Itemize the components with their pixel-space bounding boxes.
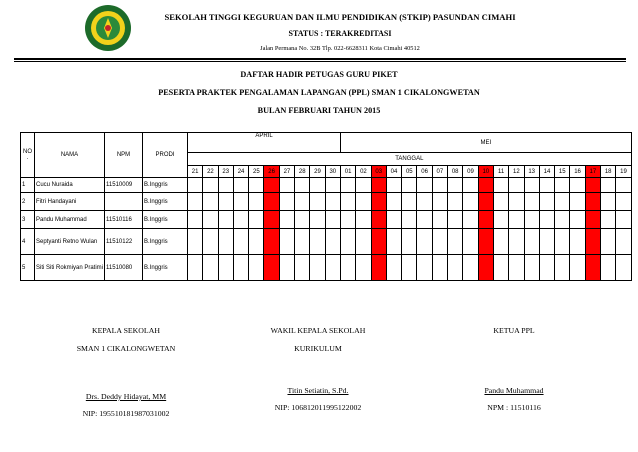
attendance-cell[interactable] [555,193,570,211]
attendance-cell[interactable] [340,178,355,193]
attendance-cell[interactable] [478,193,493,211]
date-header: 15 [555,166,570,178]
attendance-cell[interactable] [432,229,447,255]
attendance-cell[interactable] [585,211,600,229]
attendance-cell[interactable] [448,193,463,211]
attendance-cell[interactable] [310,255,325,281]
attendance-cell[interactable] [279,211,294,229]
attendance-cell[interactable] [463,255,478,281]
attendance-cell[interactable] [279,193,294,211]
accreditation-status: STATUS : TERAKREDITASI [288,29,392,38]
table-row [21,211,632,229]
date-header: 28 [295,166,310,178]
attendance-cell[interactable] [325,178,340,193]
attendance-cell[interactable] [402,211,417,229]
attendance-cell[interactable] [555,211,570,229]
attendance-cell[interactable] [371,211,386,229]
attendance-cell[interactable] [295,178,310,193]
attendance-cell[interactable] [524,178,539,193]
attendance-cell[interactable] [356,255,371,281]
attendance-cell[interactable] [616,193,631,211]
attendance-cell[interactable] [601,211,616,229]
attendance-cell[interactable] [509,229,524,255]
attendance-cell[interactable] [402,229,417,255]
attendance-table [20,132,632,281]
date-header: 10 [478,166,493,178]
cell-prodi: B.Inggris [143,178,188,193]
attendance-cell[interactable] [203,193,218,211]
table-row [21,229,632,255]
attendance-cell[interactable] [601,229,616,255]
month-april: APRIL [188,133,341,153]
attendance-cell[interactable] [463,211,478,229]
attendance-cell[interactable] [417,193,432,211]
col-npm-header: NPM [105,133,143,178]
attendance-cell[interactable] [218,255,233,281]
wakil-name: Titin Setiatin, S.Pd. [287,386,349,395]
date-header: 24 [233,166,248,178]
cell-no: 2 [21,193,35,211]
attendance-cell[interactable] [188,229,203,255]
attendance-cell[interactable] [218,211,233,229]
attendance-cell[interactable] [386,193,401,211]
date-header: 05 [402,166,417,178]
attendance-cell[interactable] [249,211,264,229]
date-header: 17 [585,166,600,178]
cell-npm: 11510080 [105,255,143,281]
cell-nama: Pandu Muhammad [35,211,105,229]
attendance-cell[interactable] [448,211,463,229]
attendance-cell[interactable] [188,193,203,211]
attendance-cell[interactable] [249,178,264,193]
attendance-cell[interactable] [310,178,325,193]
attendance-cell[interactable] [570,255,585,281]
attendance-cell[interactable] [555,178,570,193]
date-header: 29 [310,166,325,178]
attendance-cell[interactable] [509,178,524,193]
attendance-cell[interactable] [524,211,539,229]
attendance-cell[interactable] [295,193,310,211]
attendance-cell[interactable] [310,193,325,211]
attendance-cell[interactable] [233,229,248,255]
attendance-cell[interactable] [295,229,310,255]
attendance-cell[interactable] [585,178,600,193]
attendance-cell[interactable] [402,193,417,211]
attendance-cell[interactable] [386,178,401,193]
kepala-title: KEPALA SEKOLAH [92,326,160,335]
attendance-cell[interactable] [585,255,600,281]
cell-prodi: B.Inggris [143,211,188,229]
attendance-cell[interactable] [432,255,447,281]
attendance-cell[interactable] [509,255,524,281]
attendance-cell[interactable] [524,193,539,211]
attendance-cell[interactable] [188,178,203,193]
attendance-cell[interactable] [493,255,508,281]
attendance-cell[interactable] [493,193,508,211]
attendance-cell[interactable] [218,193,233,211]
attendance-cell[interactable] [310,229,325,255]
attendance-cell[interactable] [539,178,554,193]
attendance-cell[interactable] [539,229,554,255]
attendance-cell[interactable] [417,178,432,193]
date-header: 04 [386,166,401,178]
document-title: DAFTAR HADIR PETUGAS GURU PIKET [240,70,398,79]
cell-prodi: B.Inggris [143,193,188,211]
kepala-nip: NIP: 195510181987031002 [82,409,170,418]
stkip-logo [84,4,132,52]
col-prodi-header: PRODI [143,133,188,178]
cell-nama: Septyanti Retno Wulan [35,229,105,255]
date-header: 01 [340,166,355,178]
attendance-cell[interactable] [340,255,355,281]
attendance-cell[interactable] [493,178,508,193]
attendance-cell[interactable] [264,211,279,229]
attendance-cell[interactable] [493,211,508,229]
attendance-cell[interactable] [233,255,248,281]
col-nama-header: NAMA [35,133,105,178]
attendance-cell[interactable] [218,229,233,255]
institution-name: SEKOLAH TINGGI KEGURUAN DAN ILMU PENDIDIKAN (STKIP) PASUNDAN CIMAHI [164,12,516,22]
attendance-cell[interactable] [264,229,279,255]
attendance-cell[interactable] [233,178,248,193]
attendance-cell[interactable] [539,255,554,281]
attendance-cell[interactable] [478,229,493,255]
attendance-cell[interactable] [555,255,570,281]
attendance-cell[interactable] [279,229,294,255]
attendance-cell[interactable] [264,255,279,281]
attendance-cell[interactable] [249,255,264,281]
cell-no: 1 [21,178,35,193]
attendance-cell[interactable] [371,193,386,211]
attendance-cell[interactable] [249,193,264,211]
attendance-cell[interactable] [188,211,203,229]
date-header: 26 [264,166,279,178]
cell-npm [105,193,143,211]
attendance-cell[interactable] [295,211,310,229]
attendance-cell[interactable] [432,211,447,229]
attendance-cell[interactable] [448,178,463,193]
cell-no: 5 [21,255,35,281]
attendance-cell[interactable] [539,211,554,229]
cell-npm: 11510122 [105,229,143,255]
date-header: 18 [601,166,616,178]
attendance-cell[interactable] [279,178,294,193]
attendance-cell[interactable] [570,178,585,193]
kepala-subtitle: SMAN 1 CIKALONGWETAN [76,344,176,353]
date-header: 07 [432,166,447,178]
attendance-cell[interactable] [402,255,417,281]
attendance-cell[interactable] [295,255,310,281]
attendance-cell[interactable] [478,255,493,281]
attendance-cell[interactable] [233,211,248,229]
attendance-cell[interactable] [555,229,570,255]
ketua-npm: NPM : 11510116 [487,403,541,412]
kepala-name: Drs. Deddy Hidayat, MM [85,392,167,401]
ketua-title: KETUA PPL [493,326,535,335]
attendance-cell[interactable] [340,193,355,211]
table-row [21,255,632,281]
wakil-title: WAKIL KEPALA SEKOLAH [270,326,366,335]
wakil-subtitle: KURIKULUM [294,344,342,353]
attendance-cell[interactable] [371,255,386,281]
attendance-cell[interactable] [264,178,279,193]
attendance-cell[interactable] [386,255,401,281]
attendance-cell[interactable] [203,229,218,255]
attendance-cell[interactable] [325,255,340,281]
date-header: 09 [463,166,478,178]
cell-nama: Cucu Nuraida [35,178,105,193]
attendance-cell[interactable] [432,178,447,193]
date-header: 03 [371,166,386,178]
attendance-cell[interactable] [203,255,218,281]
attendance-cell[interactable] [524,255,539,281]
attendance-cell[interactable] [616,211,631,229]
cell-nama: Fitri Handayani [35,193,105,211]
date-header: 02 [356,166,371,178]
header-rule-thick [14,58,626,60]
attendance-cell[interactable] [325,211,340,229]
attendance-cell[interactable] [432,193,447,211]
attendance-cell[interactable] [188,255,203,281]
date-header: 08 [448,166,463,178]
attendance-cell[interactable] [509,211,524,229]
attendance-cell[interactable] [524,229,539,255]
attendance-cell[interactable] [402,178,417,193]
attendance-cell[interactable] [279,255,294,281]
cell-prodi: B.Inggris [143,255,188,281]
institution-address: Jalan Permana No. 32B Tlp. 022-6628311 Kota Cimahi 40512 [260,45,420,52]
cell-no: 4 [21,229,35,255]
attendance-cell[interactable] [616,255,631,281]
date-header: 19 [616,166,631,178]
attendance-cell[interactable] [601,178,616,193]
attendance-cell[interactable] [371,178,386,193]
attendance-cell[interactable] [463,178,478,193]
tanggal-header: TANGGAL [188,153,632,166]
attendance-cell[interactable] [509,193,524,211]
col-no-header: NO . [21,133,35,178]
attendance-cell[interactable] [463,229,478,255]
date-header: 22 [203,166,218,178]
attendance-cell[interactable] [570,229,585,255]
attendance-cell[interactable] [478,211,493,229]
attendance-cell[interactable] [233,193,248,211]
table-row [21,178,632,193]
attendance-cell[interactable] [417,211,432,229]
cell-nama: Siti Siti Rokmiyan Pratimi [35,255,105,281]
attendance-cell[interactable] [264,193,279,211]
attendance-cell[interactable] [616,229,631,255]
cell-npm: 11510116 [105,211,143,229]
table-row [21,193,632,211]
date-header: 12 [509,166,524,178]
wakil-nip: NIP: 106812011995122002 [274,403,362,412]
attendance-cell[interactable] [203,178,218,193]
date-header: 16 [570,166,585,178]
attendance-cell[interactable] [325,229,340,255]
attendance-cell[interactable] [417,255,432,281]
attendance-cell[interactable] [493,229,508,255]
date-header: 23 [218,166,233,178]
attendance-cell[interactable] [386,211,401,229]
attendance-cell[interactable] [463,193,478,211]
attendance-cell[interactable] [356,178,371,193]
date-header: 06 [417,166,432,178]
attendance-cell[interactable] [356,193,371,211]
date-header: 25 [249,166,264,178]
month-mei: MEI [340,133,631,153]
attendance-cell[interactable] [448,229,463,255]
document-period: BULAN FEBRUARI TAHUN 2015 [257,106,381,115]
attendance-cell[interactable] [601,255,616,281]
attendance-cell[interactable] [249,229,264,255]
header-rule-thin [14,61,626,62]
date-header: 21 [188,166,203,178]
attendance-cell[interactable] [203,211,218,229]
attendance-cell[interactable] [570,211,585,229]
document-subtitle: PESERTA PRAKTEK PENGALAMAN LAPANGAN (PPL) SMAN 1 CIKALONGWETAN [158,88,480,97]
date-header: 27 [279,166,294,178]
cell-npm: 11510009 [105,178,143,193]
cell-prodi: B.Inggris [143,229,188,255]
attendance-cell[interactable] [478,178,493,193]
date-header: 11 [493,166,508,178]
attendance-cell[interactable] [310,211,325,229]
attendance-cell[interactable] [616,178,631,193]
date-header: 14 [539,166,554,178]
date-header: 13 [524,166,539,178]
cell-no: 3 [21,211,35,229]
attendance-cell[interactable] [371,229,386,255]
attendance-cell[interactable] [539,193,554,211]
attendance-cell[interactable] [585,229,600,255]
ketua-name: Pandu Muhammad [484,386,544,395]
attendance-cell[interactable] [356,229,371,255]
attendance-cell[interactable] [448,255,463,281]
attendance-cell[interactable] [325,193,340,211]
attendance-cell[interactable] [585,193,600,211]
attendance-cell[interactable] [570,193,585,211]
date-header: 30 [325,166,340,178]
attendance-cell[interactable] [386,229,401,255]
attendance-cell[interactable] [340,229,355,255]
attendance-cell[interactable] [601,193,616,211]
attendance-cell[interactable] [356,211,371,229]
attendance-cell[interactable] [417,229,432,255]
attendance-cell[interactable] [218,178,233,193]
attendance-cell[interactable] [340,211,355,229]
